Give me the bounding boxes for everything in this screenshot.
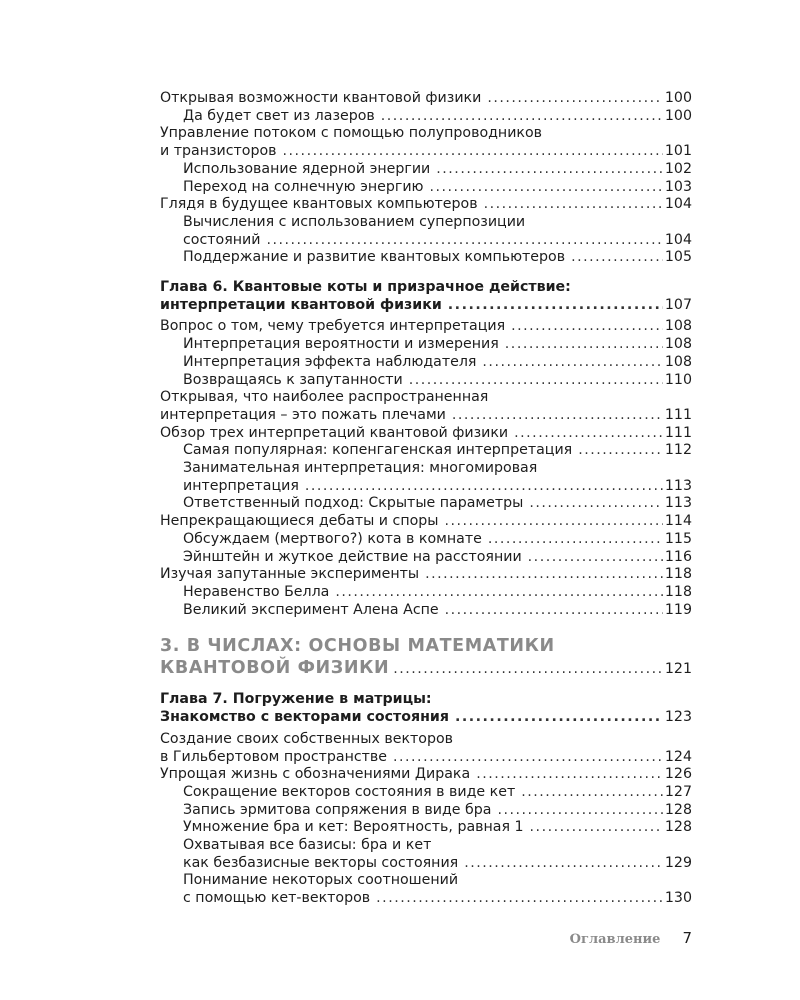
toc-page-number: 118 (664, 566, 692, 583)
toc-entry-title: Сокращение векторов состояния в виде кет (183, 783, 516, 800)
toc-page-number: 113 (664, 477, 692, 494)
toc-page-number: 126 (664, 766, 692, 783)
leader-dots (476, 766, 663, 784)
toc-page-number: 119 (664, 601, 692, 618)
toc-entry (160, 354, 692, 372)
leader-dots (529, 495, 663, 513)
toc-entry-title: Ответственный подход: Скрытые параметры (183, 495, 524, 512)
toc-entry-title: Эйнштейн и жуткое действие на расстоянии (183, 548, 522, 565)
part-entry (160, 657, 692, 679)
toc-entry-title: Самая популярная: копенгагенская интерпретация (183, 442, 573, 459)
chapter-heading: Глава 6. Квантовые коты и призрачное действие: (160, 279, 571, 296)
leader-dots (266, 232, 662, 250)
toc-entry (160, 425, 692, 443)
toc-entry (160, 90, 692, 108)
running-footer-label: Оглавление (569, 932, 661, 947)
leader-dots (425, 566, 663, 584)
toc-entry (160, 749, 692, 767)
toc-entry (160, 584, 692, 602)
leader-dots (528, 549, 663, 567)
toc-entry-title: Поддержание и развитие квантовых компьютеров (183, 249, 566, 266)
toc-entry-title: Непрекращающиеся дебаты и споры (160, 513, 439, 530)
toc-entry (160, 407, 692, 425)
toc-entry-title-line: Понимание некоторых соотношений (183, 872, 459, 889)
toc-page-number: 127 (664, 783, 692, 800)
leader-dots (445, 513, 663, 531)
leader-dots (393, 749, 663, 767)
toc-page-number: 129 (664, 854, 692, 871)
chapter-title: интерпретации квантовой физики (160, 296, 442, 313)
toc-page-number: 112 (664, 442, 692, 459)
toc-entry (160, 318, 692, 336)
toc-entry-title: Использование ядерной энергии (183, 160, 431, 177)
leader-dots (488, 531, 663, 549)
toc-entry (160, 336, 692, 354)
toc-entry-title: Умножение бра и кет: Вероятность, равная 1 (183, 819, 524, 836)
leader-dots (436, 161, 663, 179)
leader-dots (455, 709, 663, 727)
toc-page-number: 100 (664, 90, 692, 106)
toc-page-number: 105 (664, 249, 692, 266)
leader-dots (445, 602, 663, 620)
chapter-heading: Глава 7. Погружение в матрицы: (160, 691, 432, 708)
toc-page-number: 102 (664, 160, 692, 177)
toc-entry (160, 802, 692, 820)
leader-dots (484, 196, 663, 214)
leader-dots (305, 478, 663, 496)
toc-page-number: 104 (664, 196, 692, 213)
toc-entry-title: состояний (183, 231, 261, 248)
toc-entry-title: в Гильбертовом пространстве (160, 748, 388, 765)
toc-entry (160, 372, 692, 390)
toc-entry-title-line: Занимательная интерпретация: многомировая (183, 460, 538, 477)
leader-dots (393, 661, 663, 677)
leader-dots (578, 442, 663, 460)
toc-entry (160, 179, 692, 197)
leader-dots (335, 584, 663, 602)
toc-entry (160, 784, 692, 802)
page-footer (570, 929, 692, 947)
toc-page-number: 108 (664, 318, 692, 335)
toc-entry (160, 108, 692, 126)
toc-entry-title-line: Открывая, что наиболее распространенная (160, 389, 489, 406)
toc-entry-title: Упрощая жизнь с обозначениями Дирака (160, 766, 471, 783)
toc-entry-title: как безбазисные векторы состояния (183, 854, 459, 871)
leader-dots (448, 297, 663, 315)
toc-page-number: 108 (664, 336, 692, 353)
leader-dots (487, 90, 663, 108)
toc-entry (160, 478, 692, 496)
toc-entry-title: интерпретация – это пожать плечами (160, 406, 446, 423)
leader-dots (521, 784, 663, 802)
toc-entry-title: Великий эксперимент Алена Аспе (183, 601, 439, 618)
part-title: КВАНТОВОЙ ФИЗИКИ (160, 658, 390, 679)
leader-dots (429, 179, 662, 197)
leader-dots (409, 372, 663, 390)
chapter-entry (160, 297, 692, 315)
toc-entry (160, 602, 692, 620)
leader-dots (514, 425, 663, 443)
chapter-entry (160, 709, 692, 727)
toc-entry-title: с помощью кет-векторов (183, 890, 371, 907)
toc-page-number: 108 (664, 353, 692, 370)
toc-entry (160, 442, 692, 460)
toc-entry-title: Интерпретация вероятности и измерения (183, 336, 499, 353)
toc-entry (160, 196, 692, 214)
chapter-title: Знакомство с векторами состояния (160, 709, 449, 726)
toc-page-number: 115 (664, 530, 692, 547)
leader-dots (464, 855, 663, 873)
toc-entry (160, 819, 692, 837)
toc-page-number: 118 (664, 583, 692, 600)
toc-entry (160, 566, 692, 584)
toc-entry-title: Вопрос о том, чему требуется интерпретация (160, 318, 506, 335)
toc-entry-title: Запись эрмитова сопряжения в виде бра (183, 801, 492, 818)
toc-page-number: 107 (664, 296, 692, 313)
toc-entry (160, 249, 692, 267)
toc-page-number: 113 (664, 495, 692, 512)
toc-page-number: 110 (664, 371, 692, 388)
toc-entry-title-line: Создание своих собственных векторов (160, 730, 454, 747)
leader-dots (571, 249, 663, 267)
leader-dots (511, 318, 663, 336)
toc-entry-title-line: Управление потоком с помощью полупроводников (160, 125, 543, 142)
toc-entry-title: Интерпретация эффекта наблюдателя (183, 353, 477, 370)
toc-entry (160, 495, 692, 513)
toc-entry (160, 855, 692, 873)
toc-entry-title-line: Вычисления с использованием суперпозиции (183, 213, 526, 230)
toc-entry-title: Переход на солнечную энергию (183, 178, 424, 195)
toc-page-number: 111 (664, 406, 692, 423)
leader-dots (376, 890, 663, 908)
toc-page-number: 121 (664, 661, 692, 678)
toc-entry-title: Открывая возможности квантовой физики (160, 90, 482, 106)
toc-entry-title: и транзисторов (160, 143, 277, 160)
toc-entry-title: интерпретация (183, 477, 299, 494)
toc-page-number: 116 (664, 548, 692, 565)
leader-dots (381, 108, 663, 126)
toc-page-number: 104 (664, 231, 692, 248)
toc-entry (160, 531, 692, 549)
leader-dots (505, 336, 663, 354)
toc-page-number: 100 (664, 107, 692, 124)
toc-page-number: 130 (664, 890, 692, 907)
toc-entry-title-line: Охватывая все базисы: бра и кет (183, 837, 432, 854)
toc-page-number: 123 (664, 709, 692, 726)
toc-entry-title: Возвращаясь к запутанности (183, 371, 403, 388)
toc-page-number: 128 (664, 801, 692, 818)
toc-page-number: 101 (664, 143, 692, 160)
leader-dots (530, 819, 663, 837)
toc-entry (160, 890, 692, 908)
toc-page-number: 124 (664, 748, 692, 765)
toc-entry-title: Изучая запутанные эксперименты (160, 566, 420, 583)
leader-dots (482, 354, 662, 372)
toc-entry-title: Обзор трех интерпретаций квантовой физики (160, 424, 509, 441)
toc-page-number: 111 (664, 424, 692, 441)
toc-entry (160, 232, 692, 250)
toc-page-number: 128 (664, 819, 692, 836)
part-heading: 3. В ЧИСЛАХ: ОСНОВЫ МАТЕМАТИКИ (160, 636, 555, 657)
toc-page-number: 103 (664, 178, 692, 195)
page-number: 7 (682, 929, 692, 947)
toc-entry (160, 549, 692, 567)
toc-entry-title: Глядя в будущее квантовых компьютеров (160, 196, 478, 213)
leader-dots (452, 407, 663, 425)
leader-dots (283, 143, 663, 161)
table-of-contents (160, 90, 692, 908)
toc-entry-title: Обсуждаем (мертвого?) кота в комнате (183, 530, 482, 547)
toc-entry (160, 513, 692, 531)
toc-page-number: 114 (664, 513, 692, 530)
toc-entry-title: Да будет свет из лазеров (183, 107, 375, 124)
toc-entry (160, 143, 692, 161)
leader-dots (497, 802, 662, 820)
toc-entry (160, 766, 692, 784)
toc-entry-title: Неравенство Белла (183, 583, 330, 600)
toc-entry (160, 161, 692, 179)
